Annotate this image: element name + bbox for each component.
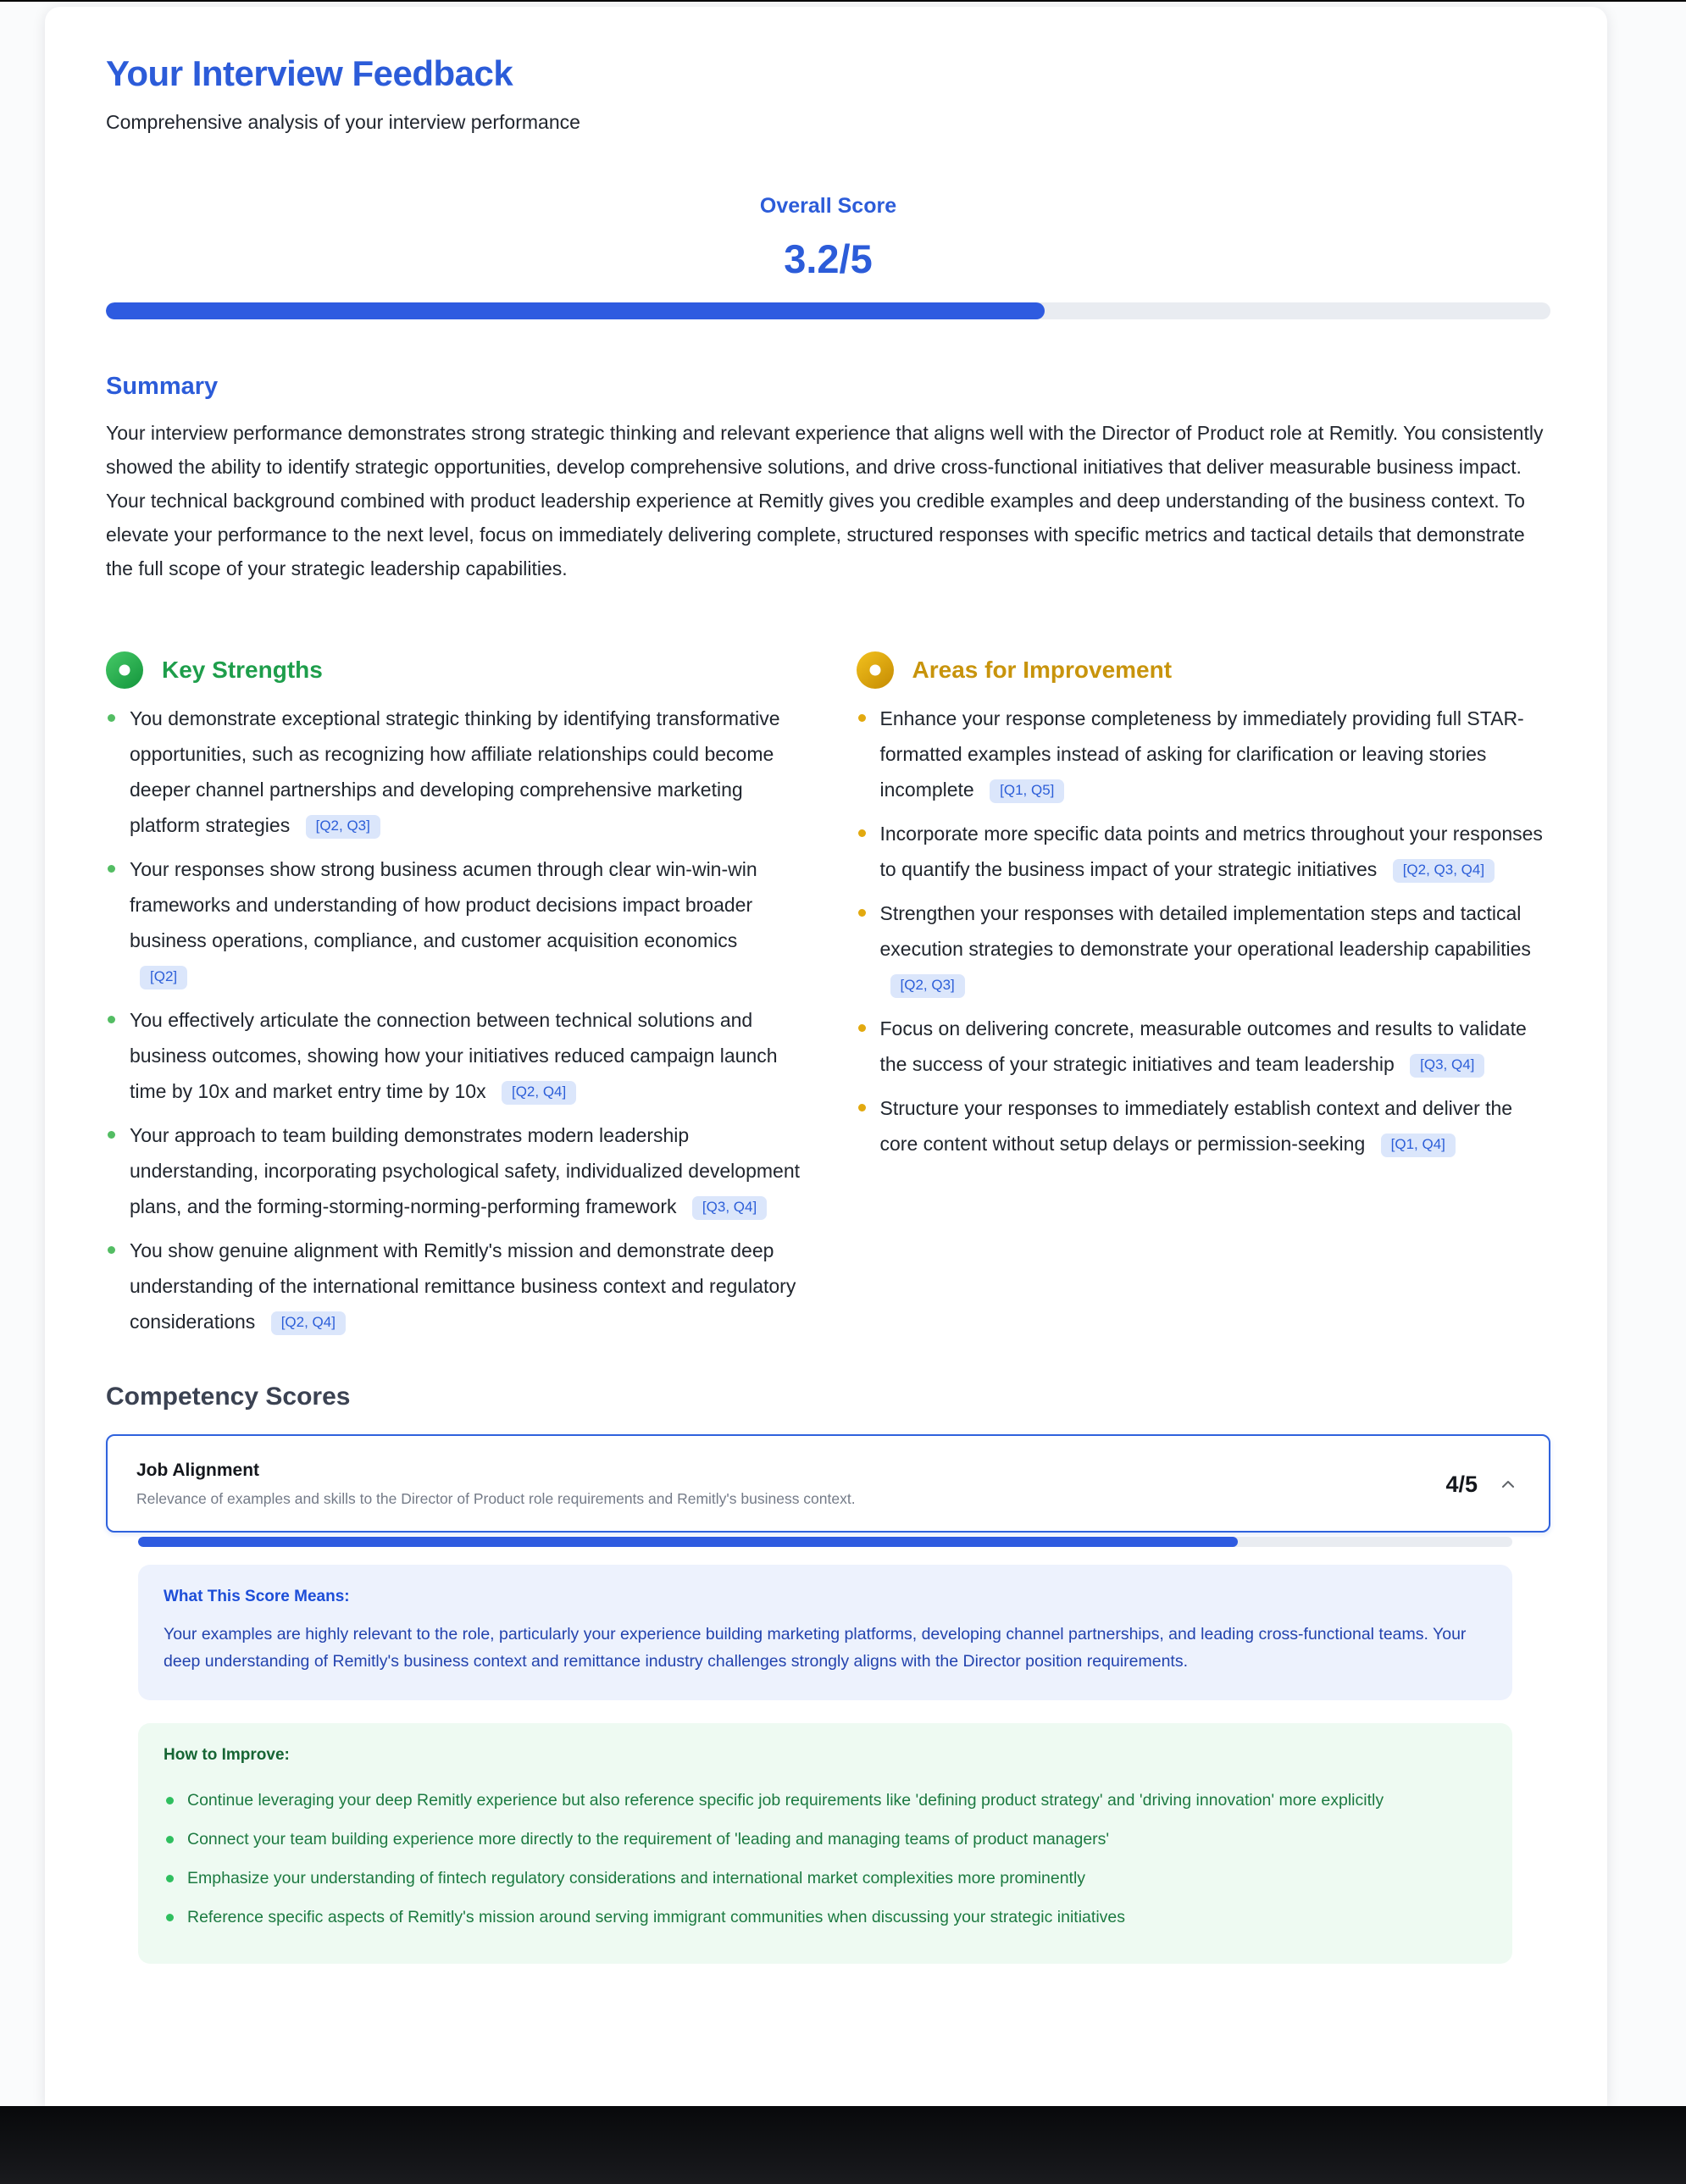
improve-item <box>164 1826 1487 1853</box>
improve-item <box>164 1788 1487 1814</box>
list-item <box>106 1117 801 1224</box>
question-reference-tag: [Q2, Q3] <box>890 974 965 998</box>
overall-score-section <box>106 193 1550 319</box>
question-reference-tag: [Q2, Q4] <box>271 1311 346 1335</box>
footer-void <box>0 2106 1686 2184</box>
list-item-text: You demonstrate exceptional strategic thinking by identifying transformative opportunities, such as recognizing how affiliate relationships could become deeper channel partnerships and developing comprehensive marketing platform strategies <box>130 707 780 836</box>
score-meaning-text: Your examples are highly relevant to the role, particularly your experience building marketing platforms, developing channel partnerships, and leading cross-functional teams. Your deep understanding of Remitly's business context and remittance industry challenges strongly aligns with the Director position requirements. <box>164 1625 1467 1671</box>
key-strengths-heading <box>106 651 801 689</box>
bullet-dot-icon <box>166 1914 174 1921</box>
competency-progress-track <box>138 1537 1512 1547</box>
competency-scores-heading: Competency Scores <box>106 1383 351 1411</box>
improvements-list <box>857 701 1551 1161</box>
bullet-dot-icon <box>108 1016 115 1023</box>
competency-progress-fill <box>138 1537 1238 1547</box>
bullet-dot-icon <box>108 714 115 722</box>
feedback-panel <box>45 7 1607 2106</box>
overall-progress-track <box>106 302 1550 319</box>
overall-score-value: 3.2/5 <box>784 236 873 281</box>
strengths-badge-icon <box>106 651 143 689</box>
question-reference-tag: [Q2] <box>140 966 187 989</box>
strengths-improvements-columns <box>106 651 1550 1348</box>
chevron-up-icon[interactable] <box>1498 1474 1518 1494</box>
list-item-text: Strengthen your responses with detailed implementation steps and tactical execution strategies to demonstrate your operational leadership capabilities <box>879 902 1531 960</box>
bullet-dot-icon <box>108 1246 115 1254</box>
list-item-text: You show genuine alignment with Remitly's mission and demonstrate deep understanding of the international remittance business context and regulatory considerations <box>130 1239 796 1333</box>
list-item-text: You effectively articulate the connection between technical solutions and business outcomes, showing how your initiatives reduced campaign launch time by 10x and market entry time by 10x <box>130 1009 778 1102</box>
question-reference-tag: [Q2, Q3, Q4] <box>1393 859 1495 883</box>
list-item-text: Focus on delivering concrete, measurable outcomes and results to validate the success of your strategic initiatives and team leadership <box>879 1017 1527 1075</box>
list-item <box>857 1090 1551 1161</box>
score-meaning-heading: What This Score Means: <box>164 1588 350 1605</box>
overall-progress-fill <box>106 302 1045 319</box>
list-item-text: Enhance your response completeness by immediately providing full STAR-formatted examples instead of asking for clarification or leaving stories incomplete <box>879 707 1524 801</box>
page-title: Your Interview Feedback <box>106 53 513 93</box>
list-item <box>106 851 801 994</box>
improve-item <box>164 1904 1487 1931</box>
how-to-improve-heading: How to Improve: <box>164 1746 290 1764</box>
overall-score-label: Overall Score <box>759 194 897 218</box>
question-reference-tag: [Q2, Q3] <box>306 815 380 839</box>
competency-description: Relevance of examples and skills to the Director of Product role requirements and Remitly's business context. <box>136 1490 856 1507</box>
job-alignment-card-text <box>136 1460 856 1508</box>
areas-improvement-label: Areas for Improvement <box>912 657 1173 683</box>
list-item <box>857 701 1551 807</box>
competency-score-value: 4/5 <box>1445 1471 1478 1497</box>
list-item <box>857 895 1551 1002</box>
list-item <box>106 1233 801 1339</box>
bullet-dot-icon <box>166 1875 174 1882</box>
list-item-text: Your responses show strong business acumen through clear win-win-win frameworks and understanding of how product decisions impact broader business operations, compliance, and customer acquisition economics <box>130 858 757 951</box>
question-reference-tag: [Q3, Q4] <box>1410 1054 1484 1078</box>
improve-item-text: Emphasize your understanding of fintech regulatory considerations and international market complexities more prominently <box>187 1869 1086 1887</box>
list-item <box>106 1002 801 1109</box>
strengths-list <box>106 701 801 1339</box>
list-item-text: Incorporate more specific data points and metrics throughout your responses to quantify the business impact of your strategic initiatives <box>879 823 1543 880</box>
improve-item-text: Continue leveraging your deep Remitly experience but also reference specific job requirements like 'defining product strategy' and 'driving innovation' more explicitly <box>187 1791 1384 1810</box>
bullet-dot-icon <box>858 714 866 722</box>
bullet-dot-icon <box>108 1131 115 1139</box>
page-subtitle: Comprehensive analysis of your interview performance <box>106 111 580 133</box>
improve-item <box>164 1865 1487 1892</box>
bullet-dot-icon <box>858 1104 866 1111</box>
question-reference-tag: [Q1, Q4] <box>1381 1134 1456 1157</box>
summary-text: Your interview performance demonstrates strong strategic thinking and relevant experience that aligns well with the Director of Product role at Remitly. You consistently showed the ability to identify strategic opportunities, develop comprehensive solutions, and drive cross-functional initiatives that deliver measurable business impact. Your technical background combined with product leadership experience at Remitly gives you credible examples and deep understanding of the business context. To elevate your performance to the next level, focus on immediately delivering complete, structured responses with specific metrics and tactical details that demonstrate the full scope of your strategic leadership capabilities. <box>106 422 1544 579</box>
bullet-dot-icon <box>858 829 866 837</box>
improve-item-text: Reference specific aspects of Remitly's mission around serving immigrant communities when discussing your strategic initiatives <box>187 1908 1125 1926</box>
bullet-dot-icon <box>858 1024 866 1032</box>
question-reference-tag: [Q1, Q5] <box>990 779 1064 803</box>
bullet-dot-icon <box>166 1836 174 1843</box>
page-background <box>0 2 1686 2106</box>
key-strengths-label: Key Strengths <box>162 657 323 683</box>
list-item <box>857 816 1551 887</box>
list-item-text: Structure your responses to immediately establish context and deliver the core content without setup delays or permission-seeking <box>879 1097 1513 1155</box>
list-item-text: Your approach to team building demonstrates modern leadership understanding, incorporating psychological safety, individualized development plans, and the forming-storming-norming-performing framework <box>130 1124 801 1217</box>
competency-title: Job Alignment <box>136 1461 260 1480</box>
list-item <box>857 1011 1551 1082</box>
bullet-dot-icon <box>858 909 866 917</box>
job-alignment-card[interactable] <box>106 1434 1550 1533</box>
how-to-improve-list <box>164 1788 1487 1931</box>
how-to-improve-box <box>138 1723 1512 1964</box>
bullet-dot-icon <box>108 865 115 873</box>
key-strengths-column <box>106 651 801 1348</box>
improvement-badge-icon <box>857 651 894 689</box>
question-reference-tag: [Q2, Q4] <box>502 1081 576 1105</box>
summary-heading: Summary <box>106 373 219 400</box>
question-reference-tag: [Q3, Q4] <box>692 1196 767 1220</box>
score-meaning-box <box>138 1565 1512 1700</box>
bullet-dot-icon <box>166 1797 174 1804</box>
improve-item-text: Connect your team building experience more directly to the requirement of 'leading and managing teams of product managers' <box>187 1830 1110 1849</box>
areas-improvement-heading <box>857 651 1551 689</box>
list-item <box>106 701 801 843</box>
competency-score-area <box>1445 1471 1518 1498</box>
areas-improvement-column <box>857 651 1551 1170</box>
